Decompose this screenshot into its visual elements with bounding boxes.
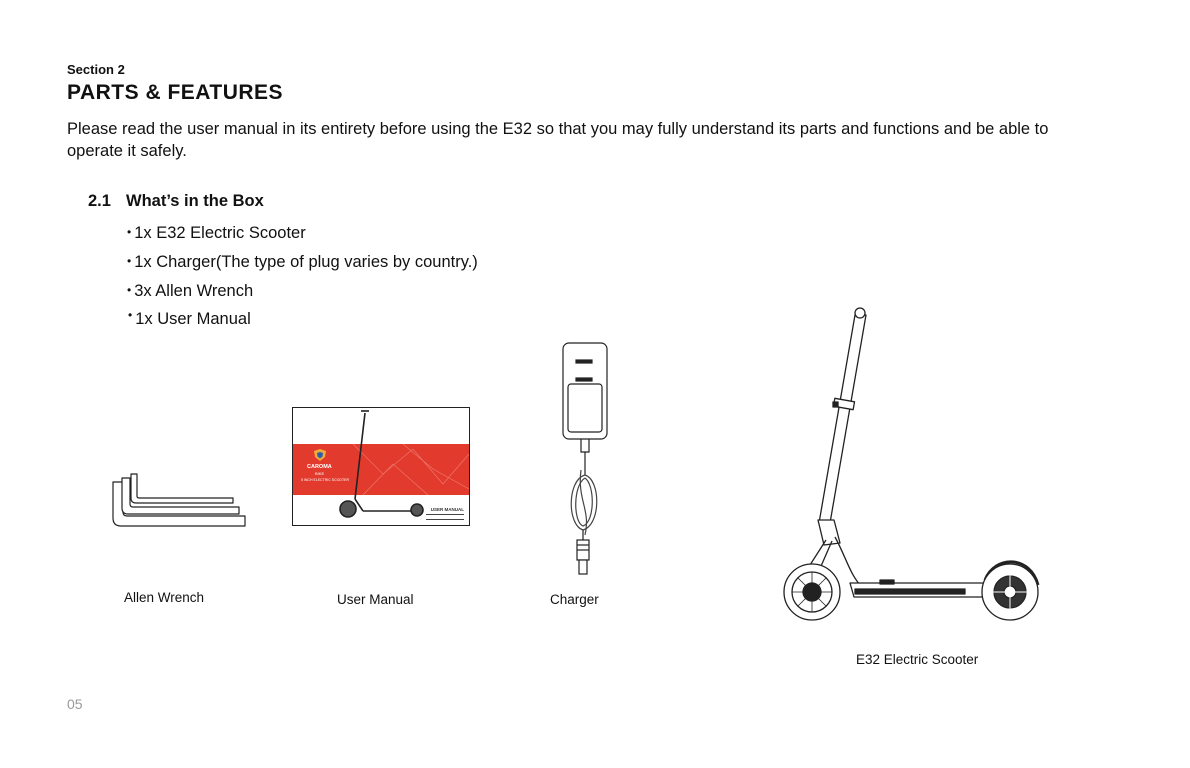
page-number: 05 — [67, 696, 83, 712]
charger-illustration — [555, 340, 615, 580]
list-item: • 3x Allen Wrench — [127, 282, 254, 300]
subsection-heading — [88, 192, 264, 211]
manual-brand-sub: BIKE — [315, 471, 325, 476]
manual-label-rule — [426, 514, 464, 520]
subsection-number: 2.1 — [88, 192, 111, 210]
intro-paragraph: Please read the user manual in its entirety before using the E32 so that you may fully understand its parts and functions and be able to operate it safely. — [67, 120, 1049, 160]
manual-subtitle: 5 INCH ELECTRIC SCOOTER — [301, 478, 350, 482]
manual-scooter-icon — [335, 411, 430, 519]
charger-caption: Charger — [550, 592, 599, 607]
subsection-title: What’s in the Box — [126, 192, 264, 210]
allen-wrench-caption: Allen Wrench — [124, 590, 205, 605]
scooter-illustration — [780, 305, 1045, 625]
user-manual-illustration — [292, 407, 470, 526]
section-label: Section 2 — [67, 62, 125, 77]
list-item: • 1x E32 Electric Scooter — [127, 224, 306, 242]
scooter-caption: E32 Electric Scooter — [856, 652, 979, 667]
manual-brand: CAROMA — [307, 464, 332, 470]
list-item: • 1x Charger(The type of plug varies by country.) — [127, 253, 478, 271]
list-item: • 1x User Manual — [128, 308, 251, 328]
manual-label: USER MANUAL — [430, 507, 464, 512]
allen-wrench-illustration — [105, 470, 250, 535]
shield-logo-icon — [313, 448, 327, 462]
page-title: PARTS & FEATURES — [67, 81, 284, 104]
user-manual-caption: User Manual — [337, 592, 414, 607]
